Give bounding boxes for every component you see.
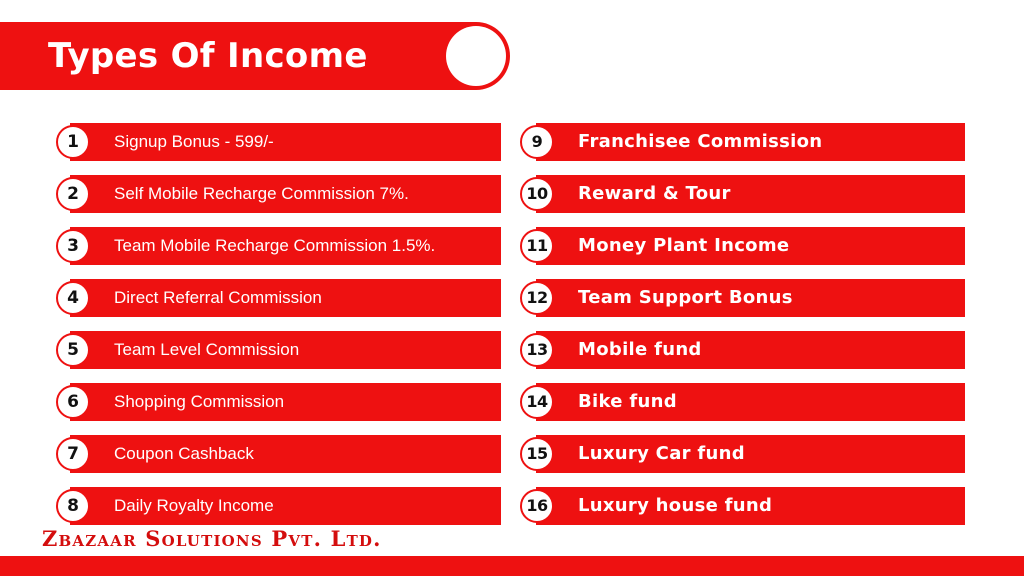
income-item-11 bbox=[520, 227, 965, 265]
item-number-badge: 1 bbox=[56, 125, 90, 159]
item-label: Team Mobile Recharge Commission 1.5%. bbox=[114, 236, 436, 255]
income-item-13 bbox=[520, 331, 965, 369]
item-label: Direct Referral Commission bbox=[114, 288, 322, 307]
footer-bar bbox=[0, 556, 1024, 576]
item-label: Signup Bonus - 599/- bbox=[114, 132, 274, 151]
item-label: Luxury house fund bbox=[578, 495, 773, 516]
income-item-5 bbox=[56, 331, 501, 369]
item-number-badge: 7 bbox=[56, 437, 90, 471]
item-number-badge: 3 bbox=[56, 229, 90, 263]
income-item-6 bbox=[56, 383, 501, 421]
item-number-badge: 11 bbox=[520, 229, 554, 263]
item-label: Coupon Cashback bbox=[114, 444, 254, 463]
page-title: Types Of Income bbox=[48, 36, 368, 76]
item-label: Luxury Car fund bbox=[578, 443, 745, 464]
income-item-10 bbox=[520, 175, 965, 213]
income-item-8 bbox=[56, 487, 501, 525]
income-item-9 bbox=[520, 123, 965, 161]
item-number-badge: 5 bbox=[56, 333, 90, 367]
item-label: Shopping Commission bbox=[114, 392, 285, 411]
item-label: Bike fund bbox=[578, 391, 677, 412]
income-item-15 bbox=[520, 435, 965, 473]
left-income-list bbox=[56, 123, 501, 539]
title-banner bbox=[0, 22, 510, 90]
item-label: Team Support Bonus bbox=[578, 287, 793, 308]
item-number-badge: 14 bbox=[520, 385, 554, 419]
income-item-3 bbox=[56, 227, 501, 265]
income-item-14 bbox=[520, 383, 965, 421]
item-number-badge: 2 bbox=[56, 177, 90, 211]
item-label: Mobile fund bbox=[578, 339, 702, 360]
item-number-badge: 10 bbox=[520, 177, 554, 211]
item-number-badge: 4 bbox=[56, 281, 90, 315]
item-label: Reward & Tour bbox=[578, 183, 731, 204]
item-label: Money Plant Income bbox=[578, 235, 790, 256]
item-number-badge: 15 bbox=[520, 437, 554, 471]
right-income-list bbox=[520, 123, 965, 539]
income-item-16 bbox=[520, 487, 965, 525]
company-name: Zbazaar Solutions Pvt. Ltd. bbox=[42, 526, 382, 551]
item-number-badge: 16 bbox=[520, 489, 554, 523]
income-item-1 bbox=[56, 123, 501, 161]
item-number-badge: 8 bbox=[56, 489, 90, 523]
item-number-badge: 6 bbox=[56, 385, 90, 419]
item-label: Daily Royalty Income bbox=[114, 496, 274, 515]
item-number-badge: 12 bbox=[520, 281, 554, 315]
income-item-7 bbox=[56, 435, 501, 473]
income-item-4 bbox=[56, 279, 501, 317]
income-item-12 bbox=[520, 279, 965, 317]
item-number-badge: 13 bbox=[520, 333, 554, 367]
income-item-2 bbox=[56, 175, 501, 213]
item-label: Team Level Commission bbox=[114, 340, 300, 359]
item-number-badge: 9 bbox=[520, 125, 554, 159]
item-label: Self Mobile Recharge Commission 7%. bbox=[114, 184, 409, 203]
item-label: Franchisee Commission bbox=[578, 131, 823, 152]
decorative-circle bbox=[446, 26, 506, 86]
